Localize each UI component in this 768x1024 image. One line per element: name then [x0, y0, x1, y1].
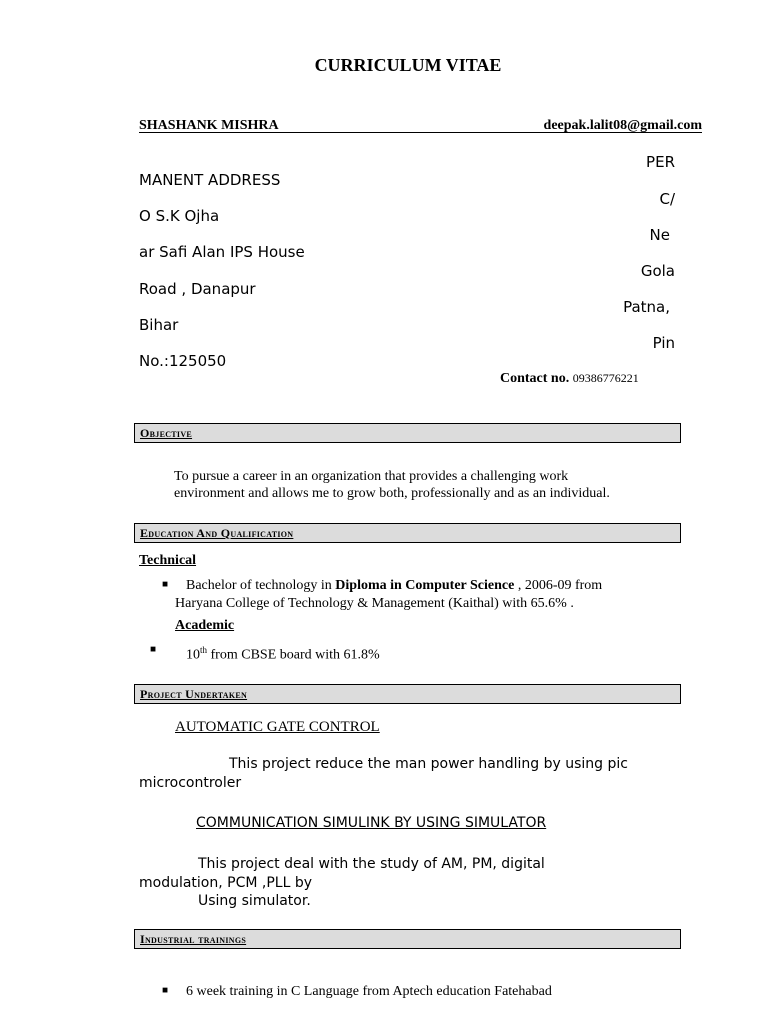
project-1-line-2: microcontroler	[139, 775, 242, 791]
contact-label: Contact no.	[500, 371, 570, 386]
project-1-title: AUTOMATIC GATE CONTROL	[175, 719, 380, 735]
section-heading-trainings: Industrial trainings	[140, 932, 247, 946]
technical-item-pre: Bachelor of technology in	[186, 578, 332, 593]
project-2-title: COMMUNICATION SIMULINK BY USING SIMULATOR	[196, 815, 547, 831]
address-line-2: O S.K Ojha	[139, 207, 220, 225]
bullet-icon: ■	[150, 644, 157, 655]
objective-line-2: environment and allows me to grow both, professionally and as an individual.	[174, 486, 610, 501]
address-line-4: Road , Danapur	[139, 280, 256, 298]
address-fragment-co: C/	[659, 190, 675, 208]
address-fragment-ne: Ne	[649, 226, 670, 244]
academic-item	[186, 642, 380, 664]
header-rule	[139, 132, 702, 133]
address-fragment-patna: Patna,	[623, 298, 670, 316]
bullet-icon: ■	[162, 985, 169, 996]
email-address: deepak.lalit08@gmail.com	[543, 118, 702, 133]
address-line-6: No.:125050	[139, 352, 227, 370]
technical-label: Technical	[139, 553, 197, 568]
academic-item-pre: 10	[186, 647, 200, 663]
technical-item-line-2: Haryana College of Technology & Management (Kaithal) with 65.6% .	[175, 596, 574, 611]
address-fragment-pin: Pin	[652, 334, 675, 352]
technical-item-post: , 2006-09 from	[517, 578, 603, 593]
project-2-line-2: modulation, PCM ,PLL by	[139, 875, 313, 891]
address-fragment-per: PER	[646, 153, 675, 171]
academic-item-sup: th	[200, 645, 208, 655]
academic-label: Academic	[175, 618, 235, 633]
address-fragment-gola: Gola	[640, 262, 675, 280]
section-heading-education: Education And Qualification	[140, 526, 294, 540]
academic-item-post: from CBSE board with 61.8%	[207, 647, 380, 663]
address-line-5: Bihar	[139, 316, 179, 334]
contact-value: 09386776221	[572, 371, 639, 385]
bullet-icon: ■	[162, 579, 169, 590]
section-objective	[134, 423, 681, 443]
training-item-1: 6 week training in C Language from Aptech education Fatehabad	[186, 984, 552, 999]
section-heading-projects: Project Undertaken	[140, 687, 248, 701]
address-line-3: ar Safi Alan IPS House	[139, 243, 305, 261]
candidate-name: SHASHANK MISHRA	[139, 118, 279, 133]
project-2-line-3: Using simulator.	[198, 893, 311, 909]
document-title: CURRICULUM VITAE	[314, 55, 502, 75]
project-2-line-1: This project deal with the study of AM, PM, digital	[198, 856, 545, 872]
section-education	[134, 523, 681, 543]
section-heading-objective: Objective	[140, 426, 193, 440]
project-1-line-1: This project reduce the man power handling by using pic	[229, 756, 628, 772]
technical-item-degree: Diploma in Computer Science	[335, 578, 515, 593]
address-line-1: MANENT ADDRESS	[139, 171, 281, 189]
objective-line-1: To pursue a career in an organization that provides a challenging work	[174, 469, 569, 484]
contact-number	[500, 371, 639, 387]
section-trainings	[134, 929, 681, 949]
section-projects	[134, 684, 681, 704]
technical-item	[186, 577, 676, 594]
